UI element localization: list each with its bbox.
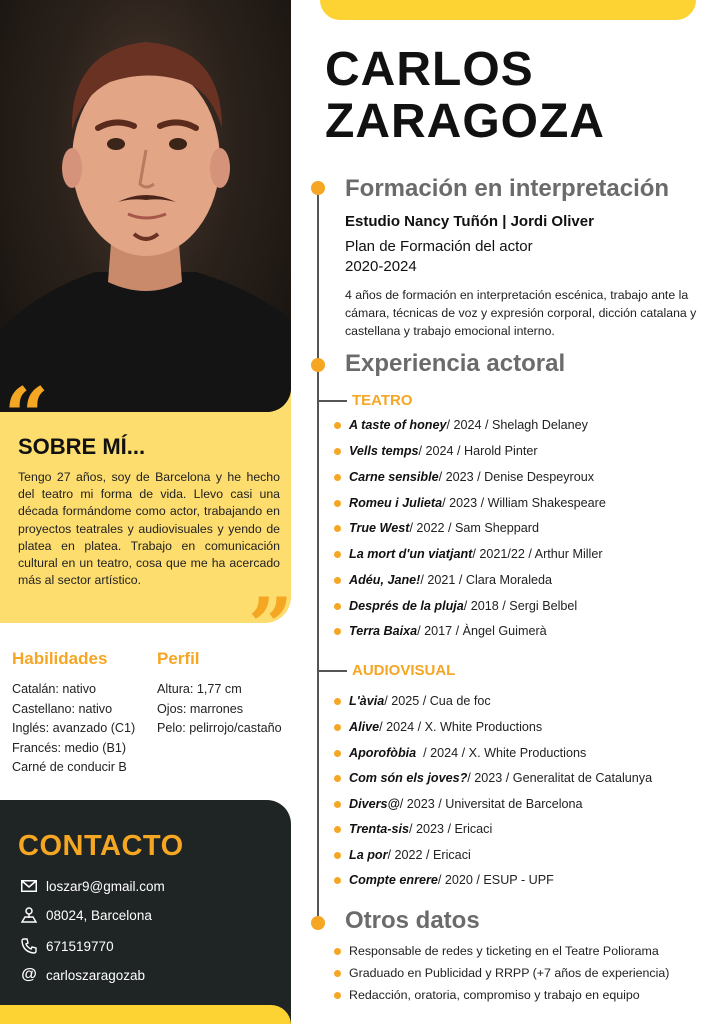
list-item: Divers@ / 2023 / Universitat de Barcelona — [334, 797, 583, 811]
list-item: A taste of honey / 2024 / Shelagh Delaney — [334, 418, 588, 432]
theatre-title: TEATRO — [352, 392, 413, 409]
bullet-icon — [334, 826, 341, 833]
bullet-icon — [334, 948, 341, 955]
list-item: Responsable de redes y ticketing en el Teatre Poliorama — [334, 944, 659, 958]
list-item: La por / 2022 / Ericaci — [334, 848, 471, 862]
location-text: 08024, Barcelona — [46, 907, 152, 923]
bullet-icon — [334, 750, 341, 757]
about-title: SOBRE MÍ... — [18, 434, 146, 459]
skills-title: Habilidades — [12, 649, 108, 668]
list-item: Aporofòbia / 2024 / X. White Productions — [334, 746, 586, 760]
list-item: Inglés: avanzado (C1) — [12, 721, 136, 736]
skills-list — [12, 680, 135, 778]
subsection-connector — [319, 400, 347, 402]
contact-title: CONTACTO — [18, 830, 184, 862]
bullet-icon — [334, 698, 341, 705]
list-item: Carné de conducir B — [12, 760, 127, 775]
bullet-icon — [334, 992, 341, 999]
list-item: Adéu, Jane! / 2021 / Clara Moraleda — [334, 573, 552, 587]
full-name — [325, 44, 605, 148]
email-text: loszar9@gmail.com — [46, 878, 165, 894]
list-item: Vells temps / 2024 / Harold Pinter — [334, 444, 538, 458]
contact-panel — [0, 800, 291, 1024]
list-item: Compte enrere / 2020 / ESUP - UPF — [334, 873, 554, 887]
phone-icon — [20, 937, 38, 955]
bullet-icon — [334, 474, 341, 481]
profile-photo — [0, 0, 291, 412]
list-item: Ojos: marrones — [157, 701, 244, 716]
bullet-icon — [334, 500, 341, 507]
about-text: Tengo 27 años, soy de Barcelona y he hecho del teatro mi forma de vida. Llevo casi una década formándome como actor, trabajando en proyectos teatrales y audiovisuales y yendo de platea en platea. Trabajo en comunicación cultural en un teatro, cosa que me ha acercado más al sector artístico. — [18, 470, 280, 588]
mail-icon — [20, 877, 38, 895]
other-title: Otros datos — [345, 907, 480, 934]
contact-phone[interactable] — [20, 937, 114, 955]
quote-close-icon: ” — [248, 581, 293, 672]
experience-title: Experiencia actoral — [345, 350, 566, 377]
list-item: Redacción, oratoria, compromiso y trabajo en equipo — [334, 988, 640, 1002]
bullet-icon — [334, 801, 341, 808]
timeline-line — [317, 188, 319, 924]
contact-email[interactable] — [20, 877, 165, 895]
list-item: True West / 2022 / Sam Sheppard — [334, 521, 539, 535]
bullet-icon — [334, 852, 341, 859]
list-item: Graduado en Publicidad y RRPP (+7 años de experiencia) — [334, 966, 669, 980]
education-title: Formación en interpretación — [345, 175, 670, 202]
quote-open-icon: “ — [4, 371, 49, 462]
bullet-icon — [334, 877, 341, 884]
timeline-dot — [311, 181, 325, 195]
list-item: Catalán: nativo — [12, 682, 97, 696]
list-item: Castellano: nativo — [12, 701, 113, 716]
contact-location — [20, 906, 152, 924]
education-school: Estudio Nancy Tuñón | Jordi Oliver — [345, 213, 594, 230]
education-program: Plan de Formación del actor — [345, 238, 533, 255]
bullet-icon — [334, 628, 341, 635]
list-item: La mort d'un viatjant / 2021/22 / Arthur Miller — [334, 547, 603, 561]
list-item: Romeu i Julieta / 2023 / William Shakespeare — [334, 496, 606, 510]
top-accent-bar — [320, 0, 696, 20]
list-item: Altura: 1,77 cm — [157, 682, 242, 696]
bullet-icon — [334, 525, 341, 532]
profile-title: Perfil — [157, 649, 200, 668]
education-years: 2020-2024 — [345, 258, 417, 275]
bullet-icon — [334, 422, 341, 429]
subsection-connector — [319, 670, 347, 672]
list-item: Francés: medio (B1) — [12, 740, 127, 755]
list-item: Com són els joves? / 2023 / Generalitat de Catalunya — [334, 771, 652, 785]
phone-text: 671519770 — [46, 938, 114, 954]
list-item: Terra Baixa / 2017 / Àngel Guimerà — [334, 624, 547, 638]
contact-handle[interactable] — [20, 966, 145, 984]
contact-bottom-bar — [0, 1005, 291, 1024]
bullet-icon — [334, 603, 341, 610]
audiovisual-title: AUDIOVISUAL — [352, 662, 456, 679]
location-icon — [20, 906, 38, 924]
list-item: Alive / 2024 / X. White Productions — [334, 720, 542, 734]
bullet-icon — [334, 724, 341, 731]
bullet-icon — [334, 448, 341, 455]
list-item: Pelo: pelirrojo/castaño — [157, 721, 282, 736]
list-item: Trenta-sis / 2023 / Ericaci — [334, 822, 492, 836]
name-first: CARLOS — [325, 43, 534, 96]
profile-list — [157, 680, 282, 739]
left-column — [0, 0, 291, 1024]
timeline-dot — [311, 916, 325, 930]
bullet-icon — [334, 577, 341, 584]
education-description: 4 años de formación en interpretación escénica, trabajo ante la cámara, técnicas de voz y expresión corporal, dicción catalana y castellana y trabajo emocional interno. — [345, 288, 697, 338]
bullet-icon — [334, 551, 341, 558]
handle-text: carloszaragozab — [46, 967, 146, 983]
bullet-icon — [334, 970, 341, 977]
list-item: Després de la pluja / 2018 / Sergi Belbel — [334, 599, 577, 613]
bullet-icon — [334, 775, 341, 782]
list-item: L'àvia / 2025 / Cua de foc — [334, 694, 491, 708]
timeline-dot — [311, 358, 325, 372]
name-last: ZARAGOZA — [325, 95, 605, 148]
at-icon: @ — [21, 966, 37, 983]
list-item: Carne sensible / 2023 / Denise Despeyroux — [334, 470, 594, 484]
